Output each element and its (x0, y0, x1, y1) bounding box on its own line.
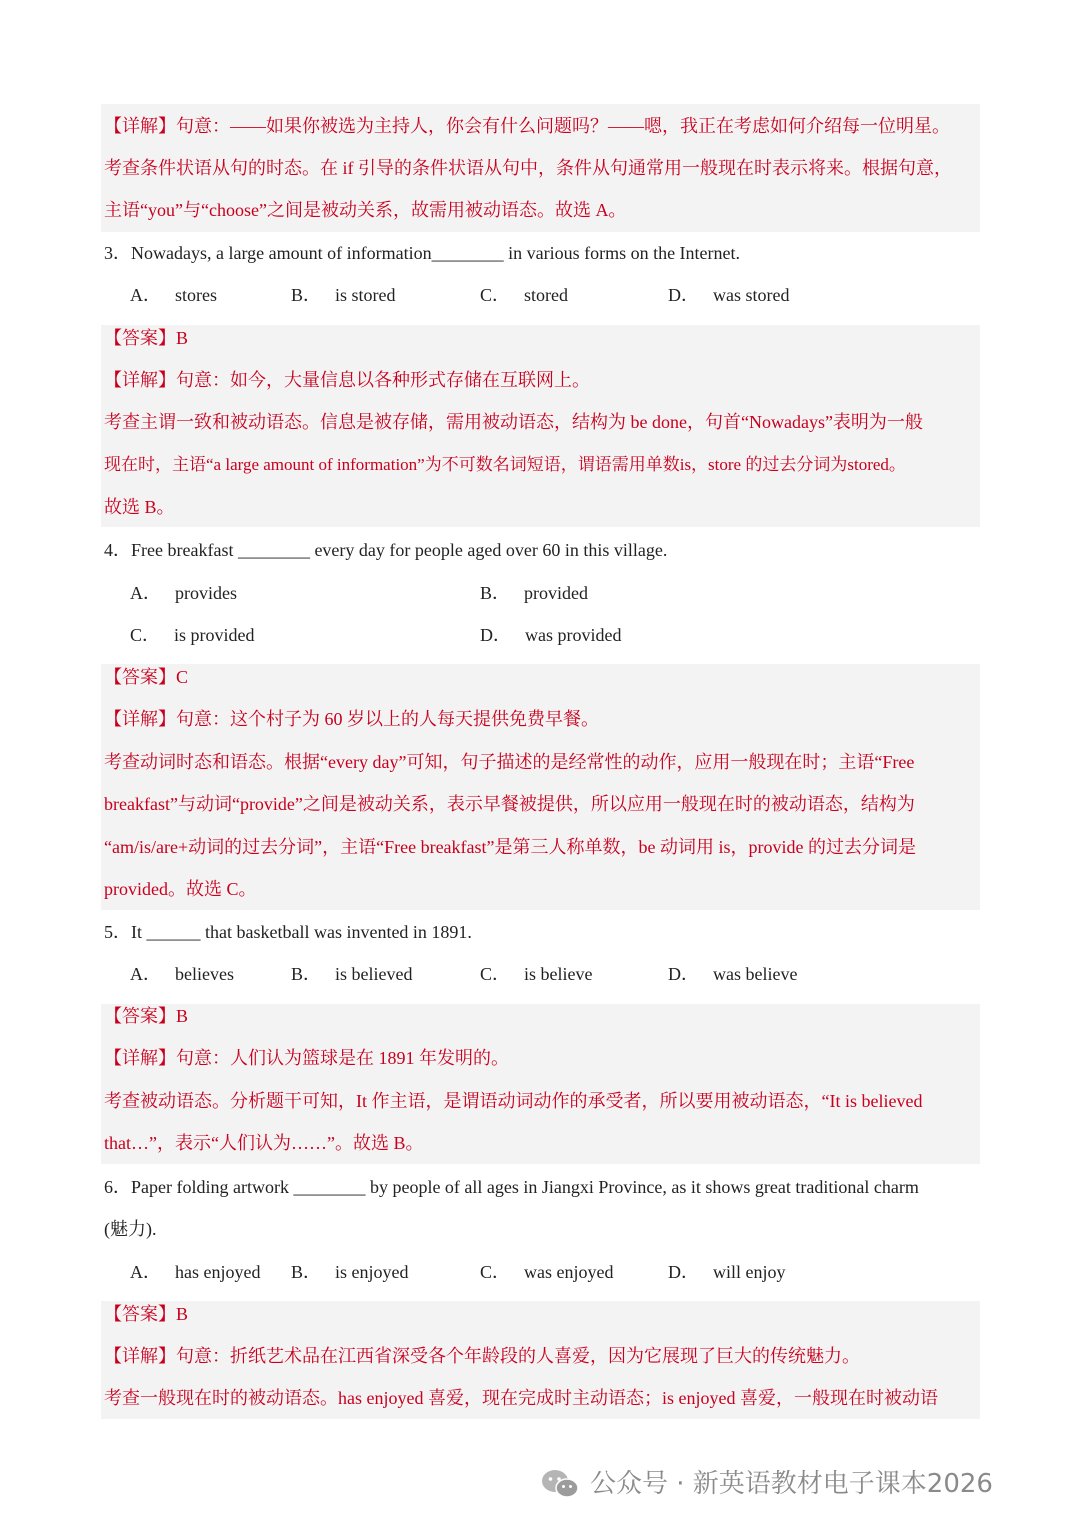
q5-option-a[interactable] (130, 956, 234, 992)
option-label: B． (291, 1262, 322, 1282)
q5-detail-line-2: 考查被动语态。分析题干可知，It 作主语，是谓语动词动作的承受者，所以要用被动语态，“It is believed (104, 1091, 923, 1111)
option-label: D． (668, 285, 699, 305)
q6-option-b[interactable] (291, 1254, 409, 1290)
q3-option-b[interactable] (291, 277, 396, 313)
q2-detail-line-3: 主语“you”与“choose”之间是被动关系，故需用被动语态。故选 A。 (104, 200, 627, 220)
q3-detail-line-1: 【详解】句意：如今，大量信息以各种形式存储在互联网上。 (104, 370, 590, 390)
q3-detail-line-3: 现在时，主语“a large amount of information”为不可数名词短语，谓语需用单数is，store 的过去分词为stored。 (104, 455, 906, 474)
wechat-icon (540, 1468, 580, 1500)
option-label: A． (130, 1262, 161, 1282)
q3-stem: 3．Nowadays, a large amount of information________ in various forms on the Internet. (104, 243, 741, 263)
option-text: believes (175, 964, 234, 984)
q6-stem-line-2: (魅力). (104, 1219, 157, 1239)
q5-option-b[interactable] (291, 956, 413, 992)
q3-option-c[interactable] (480, 277, 568, 313)
option-label: C． (480, 285, 511, 305)
option-label: B． (480, 583, 511, 603)
option-label: A． (130, 964, 161, 984)
option-text: is believe (524, 964, 593, 984)
q6-option-c[interactable] (480, 1254, 614, 1290)
option-text: stored (524, 285, 569, 305)
q6-detail-line-2: 考查一般现在时的被动语态。has enjoyed 喜爱，现在完成时主动语态；is enjoyed 喜爱，一般现在时被动语 (104, 1388, 938, 1408)
q3-answer: 【答案】B (104, 328, 189, 348)
option-label: C． (480, 964, 511, 984)
q3-detail-line-4: 故选 B。 (104, 497, 175, 517)
q6-detail-line-1: 【详解】句意：折纸艺术品在江西省深受各个年龄段的人喜爱，因为它展现了巨大的传统魅力。 (104, 1346, 860, 1366)
q3-detail-line-2: 考查主谓一致和被动语态。信息是被存储，需用被动语态，结构为 be done，句首“Nowadays”表明为一般 (104, 412, 923, 432)
q2-detail-line-1: 【详解】句意：——如果你被选为主持人，你会有什么问题吗？——嗯，我正在考虑如何介绍每一位明星。 (104, 116, 950, 136)
option-text: is provided (174, 625, 255, 645)
q5-detail-line-3: that…”，表示“人们认为……”。故选 B。 (104, 1133, 424, 1153)
q6-stem-line-1: 6．Paper folding artwork ________ by people of all ages in Jiangxi Province, as it shows great traditional charm (104, 1177, 919, 1197)
q6-answer: 【答案】B (104, 1304, 189, 1324)
q4-option-d[interactable] (480, 617, 621, 653)
q4-answer: 【答案】C (104, 667, 189, 687)
q4-detail-line-1: 【详解】句意：这个村子为 60 岁以上的人每天提供免费早餐。 (104, 709, 599, 729)
option-text: has enjoyed (175, 1262, 261, 1282)
option-label: D． (668, 964, 699, 984)
q4-detail-line-2: 考查动词时态和语态。根据“every day”可知，句子描述的是经常性的动作，应用一般现在时；主语“Free (104, 752, 915, 772)
q5-detail-line-1: 【详解】句意：人们认为篮球是在 1891 年发明的。 (104, 1048, 509, 1068)
option-label: C． (480, 1262, 511, 1282)
q3-option-d[interactable] (668, 277, 789, 313)
q2-detail-line-2: 考查条件状语从句的时态。在 if 引导的条件状语从句中，条件从句通常用一般现在时表示将来。根据句意， (104, 158, 952, 178)
option-label: A． (130, 285, 161, 305)
q6-option-d[interactable] (668, 1254, 786, 1290)
q4-detail-line-4: “am/is/are+动词的过去分词”，主语“Free breakfast”是第三人称单数，be 动词用 is，provide 的过去分词是 (104, 837, 917, 857)
option-text: was enjoyed (524, 1262, 614, 1282)
q4-option-b[interactable] (480, 575, 588, 611)
footer-text: 公众号 · 新英语教材电子课本2026 (590, 1469, 993, 1499)
q5-option-d[interactable] (668, 956, 797, 992)
q3-option-a[interactable] (130, 277, 217, 313)
option-text: was stored (713, 285, 790, 305)
option-text: is believed (335, 964, 413, 984)
option-text: will enjoy (713, 1262, 786, 1282)
option-text: is enjoyed (335, 1262, 409, 1282)
option-text: was believe (713, 964, 798, 984)
q4-detail-line-5: provided。故选 C。 (104, 879, 257, 899)
q5-answer: 【答案】B (104, 1006, 189, 1026)
q4-option-c[interactable] (130, 617, 255, 653)
q5-option-c[interactable] (480, 956, 593, 992)
q4-stem: 4．Free breakfast ________ every day for people aged over 60 in this village. (104, 540, 668, 560)
option-label: B． (291, 964, 322, 984)
option-label: B． (291, 285, 322, 305)
option-text: stores (175, 285, 217, 305)
option-label: D． (480, 625, 511, 645)
option-text: provides (175, 583, 237, 603)
q4-detail-line-3: breakfast”与动词“provide”之间是被动关系，表示早餐被提供，所以应用一般现在时的被动语态，结构为 (104, 794, 915, 814)
option-text: is stored (335, 285, 396, 305)
option-label: C． (130, 625, 161, 645)
option-text: was provided (525, 625, 622, 645)
option-label: A． (130, 583, 161, 603)
option-text: provided (524, 583, 588, 603)
option-label: D． (668, 1262, 699, 1282)
q5-stem: 5．It ______ that basketball was invented in 1891. (104, 922, 472, 942)
q4-option-a[interactable] (130, 575, 237, 611)
q6-option-a[interactable] (130, 1254, 260, 1290)
